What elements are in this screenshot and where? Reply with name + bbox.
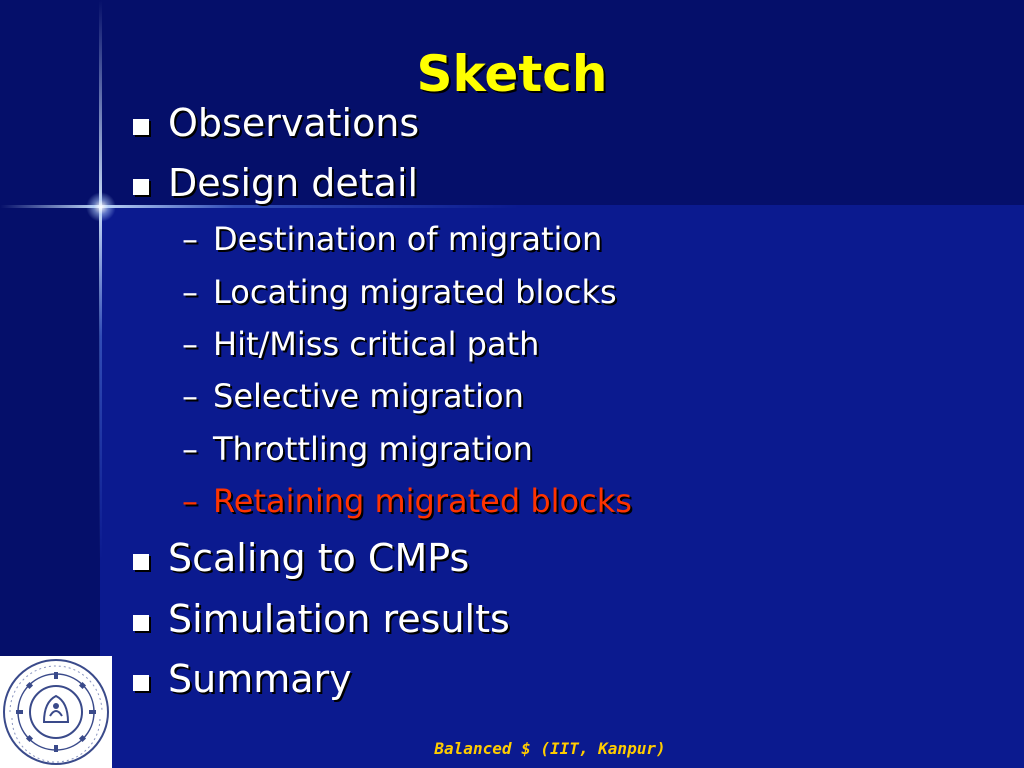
sub-item-text: Throttling migration (213, 430, 533, 468)
bullet-text: Observations (168, 101, 420, 145)
dash-marker: – (182, 273, 198, 311)
sub-item-text: Locating migrated blocks (213, 273, 617, 311)
dash-marker: – (182, 220, 198, 258)
dash-marker: – (182, 325, 198, 363)
sub-item-text: Retaining migrated blocks (213, 482, 632, 520)
square-bullet-icon (133, 554, 149, 570)
dash-marker: – (182, 482, 198, 520)
square-bullet-icon (133, 179, 149, 195)
sub-item-text: Selective migration (213, 377, 524, 415)
left-band (0, 0, 100, 768)
iit-kanpur-logo (0, 656, 112, 768)
bullet-text: Summary (168, 657, 352, 701)
square-bullet-icon (133, 119, 149, 135)
footer-text: Balanced $ (IIT, Kanpur) (434, 739, 666, 758)
slide-title: Sketch (416, 45, 608, 103)
sub-item-text: Destination of migration (213, 220, 603, 258)
square-bullet-icon (133, 615, 149, 631)
iit-kanpur-emblem-icon (0, 656, 112, 768)
dash-marker: – (182, 430, 198, 468)
bullet-text: Design detail (168, 161, 419, 205)
dash-marker: – (182, 377, 198, 415)
light-flare-glow (86, 192, 116, 222)
square-bullet-icon (133, 675, 149, 691)
bullet-text: Scaling to CMPs (168, 536, 470, 580)
bullet-text: Simulation results (168, 597, 510, 641)
sub-item-text: Hit/Miss critical path (213, 325, 540, 363)
